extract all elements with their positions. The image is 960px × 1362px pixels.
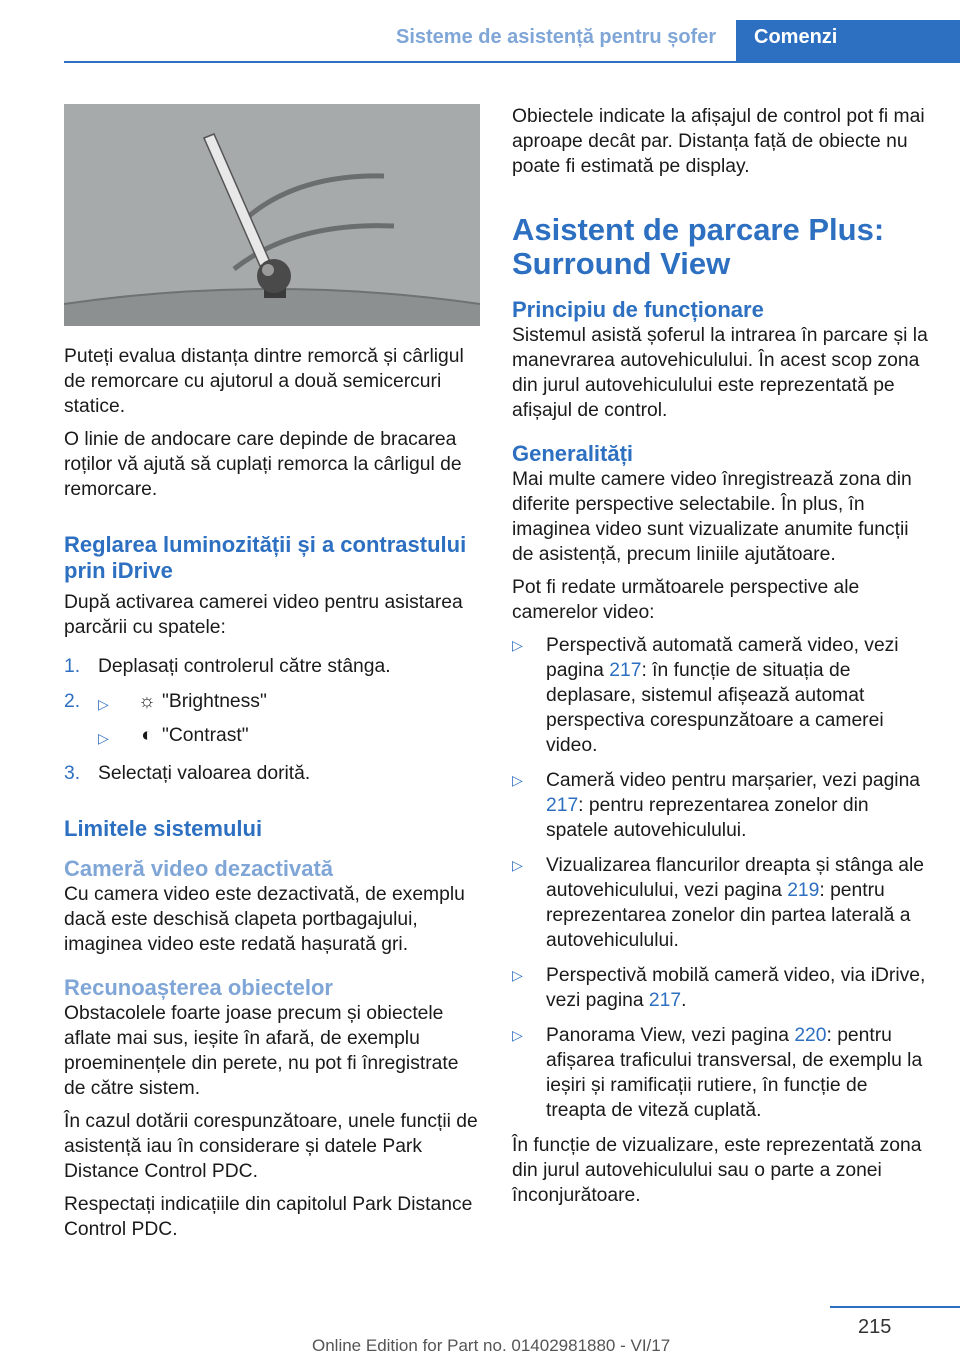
edition-note: Online Edition for Part no. 01402981880 - VI/17 <box>312 1336 671 1355</box>
triangle-bullet-icon: ▷ <box>98 696 109 712</box>
para-semicircles: Puteți evalua distanța dintre remorcă și cârligul de remorcare cu ajutorul a două semicercuri statice. <box>64 346 464 417</box>
heading-object-recognition: Recunoașterea obiectelor <box>64 975 333 1000</box>
heading-principle: Principiu de funcționare <box>512 297 764 322</box>
hitch-camera-figure <box>64 104 480 326</box>
para-pdc-data: În cazul dotării corespunzătoare, unele funcții de asistență iau în considerare și datele Park Distance Control PDC. <box>64 1111 478 1182</box>
heading-general: Generalități <box>512 441 634 466</box>
chapter-title: Sisteme de asistență pentru șofer <box>396 26 717 48</box>
list-item: ▷ Vizualizarea flancurilor dreapta și stânga ale autovehiculului, vezi pagina 219: pentru reprezentarea zonelor din partea laterală a autovehiculului. <box>512 855 924 951</box>
triangle-bullet-icon: ▷ <box>98 730 109 746</box>
triangle-bullet-icon: ▷ <box>512 772 523 788</box>
page-number: 215 <box>858 1316 892 1338</box>
step-text: Selectați valoarea dorită. <box>98 763 311 784</box>
right-column <box>512 104 928 1208</box>
footer-rule <box>830 1306 960 1308</box>
heading-camera-off: Cameră video dezactivată <box>64 856 334 881</box>
brightness-option[interactable]: "Brightness" <box>162 691 267 712</box>
list-item: ▷ Cameră video pentru marșarier, vezi pagina 217: pentru reprezentarea zonelor din spatele autovehiculului. <box>512 770 921 841</box>
heading-brightness-contrast: Reglarea luminozității și a contrastului prin iDrive <box>64 532 467 583</box>
section-tab[interactable]: Comenzi <box>736 20 960 62</box>
page-link[interactable]: 219 <box>787 880 820 901</box>
list-item: ▷ Panorama View, vezi pagina 220: pentru afișarea traficului transversal, de exemplu la ieșiri și ramificații rutiere, în funcție de treapta de viteză cuplată. <box>512 1025 923 1121</box>
step-number: 3. <box>64 763 81 784</box>
heading-system-limits: Limitele sistemului <box>64 816 263 841</box>
para-camera-off: Cu camera video este dezactivată, de exemplu dacă este deschisă clapeta portbagajului, imaginea video este redată hașurată gri. <box>64 884 465 955</box>
heading-surround-view: Asistent de parcare Plus: Surround View <box>512 212 885 281</box>
triangle-bullet-icon: ▷ <box>512 637 523 653</box>
para-principle: Sistemul asistă șoferul la intrarea în parcare și la manevrarea autovehiculului. În acest scop zona din jurul autovehiculului este reprezentată pe afișajul de control. <box>512 325 928 421</box>
page-link[interactable]: 217 <box>648 990 682 1011</box>
contrast-icon: ◐ <box>141 725 153 746</box>
header-rule <box>64 61 960 63</box>
page-link[interactable]: 220 <box>794 1025 827 1046</box>
contrast-option[interactable]: "Contrast" <box>162 725 249 746</box>
step-3 <box>64 761 480 786</box>
para-visualization: În funcție de vizualizare, este reprezentată zona din jurul autovehiculului sau o parte a zonei înconjurătoare. <box>512 1135 922 1206</box>
para-pdc-reference: Respectați indicațiile din capitolul Park Distance Control PDC. <box>64 1194 473 1240</box>
para-obstacles: Obstacolele foarte joase precum și obiectele aflate mai sus, ieșite în afară, de exemplu proeminențele din perete, nu pot fi înregistrate de către sistem. <box>64 1003 459 1099</box>
triangle-bullet-icon: ▷ <box>512 857 523 873</box>
hitch-illustration <box>64 104 480 326</box>
para-cameras: Mai multe camere video înregistrează zona din diferite perspective selectabile. În plus, în imaginea video sunt vizualizate anumite funcții de asistență, precum liniile ajutătoare. <box>512 469 912 565</box>
list-item: ▷ Perspectivă automată cameră video, vezi pagina 217: în funcție de situația de deplasare, sistemul afișează automat perspectiva corespunzătoare a camerei video. <box>512 635 899 756</box>
step-2-sub <box>64 723 480 751</box>
page-link[interactable]: 217 <box>546 795 579 816</box>
sun-brightness-icon: ☼ <box>138 691 156 712</box>
page-link[interactable]: 217 <box>609 660 642 681</box>
para-docking-line: O linie de andocare care depinde de bracarea roților vă ajută să cuplați remorca la cârligul de remorcare. <box>64 429 462 500</box>
step-1 <box>64 654 480 679</box>
left-column <box>64 104 480 1242</box>
triangle-bullet-icon: ▷ <box>512 967 523 983</box>
para-perspectives-intro: Pot fi redate următoarele perspective ale camerelor video: <box>512 577 860 623</box>
step-number: 2. <box>64 691 81 712</box>
list-item: ▷ Perspectivă mobilă cameră video, via iDrive, vezi pagina 217. <box>512 965 926 1011</box>
step-number: 1. <box>64 656 81 677</box>
step-2 <box>64 689 480 717</box>
para-objects-closer: Obiectele indicate la afișajul de control pot fi mai aproape decât par. Distanța față de obiecte nu poate fi estimată pe display. <box>512 106 925 177</box>
step-text: Deplasați controlerul către stânga. <box>98 656 391 677</box>
triangle-bullet-icon: ▷ <box>512 1027 523 1043</box>
para-after-activation: După activarea camerei video pentru asistarea parcării cu spatele: <box>64 592 463 638</box>
